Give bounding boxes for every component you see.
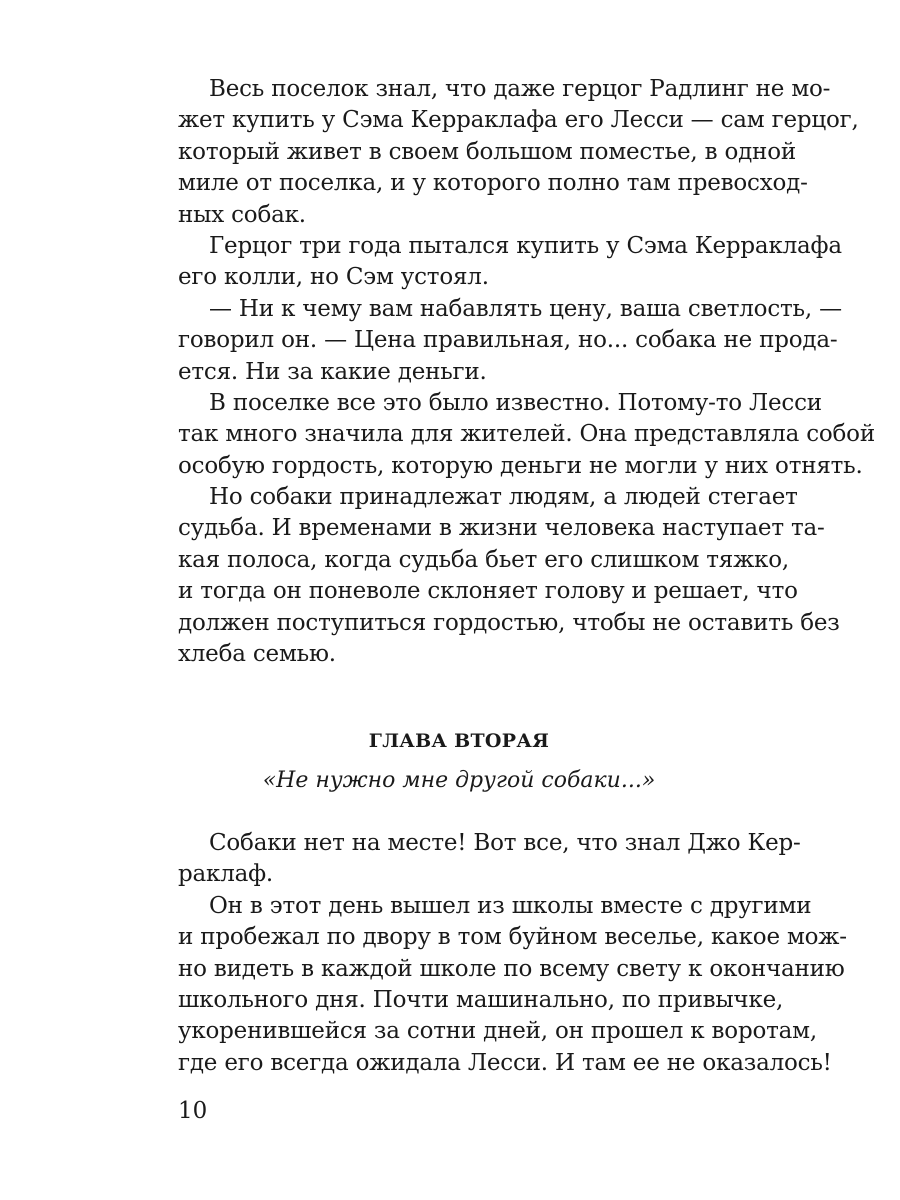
text-line: говорил он. — Цена правильная, но... собака не прода-	[178, 327, 838, 354]
text-line: ется. Ни за какие деньги.	[178, 358, 487, 385]
text-line: так много значила для жителей. Она представляла собой	[178, 421, 875, 448]
page-number: 10	[178, 1098, 208, 1124]
text-line: ных собак.	[178, 201, 306, 228]
text-line: жет купить у Сэма Керраклафа его Лесси — сам герцог,	[178, 107, 859, 134]
text-line: школьного дня. Почти машинально, по привычке,	[178, 986, 784, 1013]
text-line: где его всегда ожидала Лесси. И там ее не оказалось!	[178, 1049, 832, 1076]
chapter-heading: ГЛАВА ВТОРАЯ	[368, 730, 550, 752]
text-line: Собаки нет на месте! Вот все, что знал Джо Кер-	[209, 830, 801, 856]
text-line: судьба. И временами в жизни человека наступает та-	[178, 515, 825, 542]
text-line: — Ни к чему вам набавлять цену, ваша светлость, —	[209, 295, 842, 322]
text-line: и тогда он поневоле склоняет голову и решает, что	[178, 578, 798, 605]
text-line: но видеть в каждой школе по всему свету к окончанию	[178, 955, 845, 982]
text-line: который живет в своем большом поместье, в одной	[178, 138, 796, 165]
text-section-1	[178, 74, 875, 670]
text-line: кая полоса, когда судьба бьет его слишком тяжко,	[178, 546, 789, 573]
text-line: Весь поселок знал, что даже герцог Радлинг не мо-	[209, 76, 831, 102]
text-line: должен поступиться гордостью, чтобы не оставить без	[178, 609, 840, 636]
chapter-subtitle: «Не нужно мне другой собаки...»	[262, 768, 656, 793]
text-line: особую гордость, которую деньги не могли у них отнять.	[178, 452, 863, 479]
text-line: укоренившейся за сотни дней, он прошел к воротам,	[178, 1018, 817, 1045]
text-line: В поселке все это было известно. Потому-то Лесси	[209, 389, 822, 416]
text-line: хлеба семью.	[178, 641, 336, 668]
text-line: миле от поселка, и у которого полно там превосход-	[178, 170, 808, 197]
text-line: и пробежал по двору в том буйном веселье, какое мож-	[178, 924, 847, 951]
text-line: Он в этот день вышел из школы вместе с другими	[209, 892, 812, 919]
text-section-2	[178, 828, 847, 1079]
text-line: Но собаки принадлежат людям, а людей стегает	[209, 484, 798, 511]
text-line: Герцог три года пытался купить у Сэма Керраклафа	[209, 232, 842, 259]
text-line: раклаф.	[178, 861, 274, 888]
text-line: его колли, но Сэм устоял.	[178, 264, 489, 291]
